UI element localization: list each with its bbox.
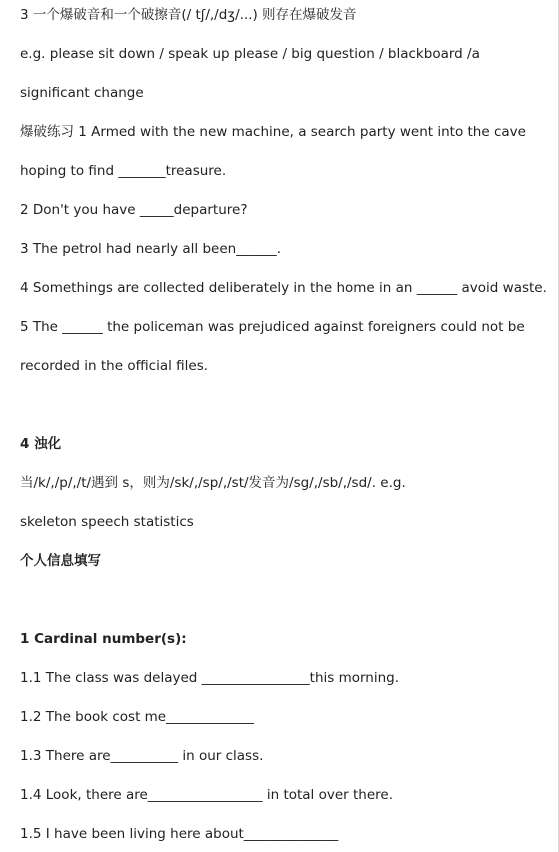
heading-voicing: 4 浊化 (20, 436, 62, 452)
item-1-2: 1.2 The book cost me_____________ (20, 709, 254, 725)
exercise-2: 2 Don't you have _____departure? (20, 202, 248, 218)
item-1-4: 1.4 Look, there are_________________ in total over there. (20, 787, 394, 803)
exercise-5-line-1: 5 The ______ the policeman was prejudiced against foreigners could not be (20, 319, 525, 335)
item-1-5: 1.5 I have been living here about______________ (20, 826, 339, 842)
exercise-1-line-2: hoping to find _______treasure. (20, 163, 227, 179)
heading-personal-info: 个人信息填写 (20, 553, 101, 569)
exercise-3: 3 The petrol had nearly all been______. (20, 241, 282, 257)
exercise-5-line-2: recorded in the official files. (20, 358, 209, 374)
item-1-3: 1.3 There are__________ in our class. (20, 748, 264, 764)
exercise-1-line-1: 爆破练习 1 Armed with the new machine, a search party went into the cave (20, 124, 526, 140)
heading-cardinal-numbers: 1 Cardinal number(s): (20, 631, 187, 647)
example-phrases-line-1: e.g. please sit down / speak up please / big question / blackboard /a (20, 46, 480, 62)
voicing-rule: 当/k/,/p/,/t/遇到 s，则为/sk/,/sp/,/st/发音为/sg/,/sb/,/sd/. e.g. (20, 475, 406, 491)
example-phrases-line-2: significant change (20, 85, 144, 101)
voicing-examples: skeleton speech statistics (20, 514, 194, 530)
item-1-1: 1.1 The class was delayed ________________this morning. (20, 670, 400, 686)
heading-plosive-affricate: 3 一个爆破音和一个破擦音(/ tʃ/,/dʒ/...) 则存在爆破发音 (20, 7, 357, 23)
exercise-4: 4 Somethings are collected deliberately in the home in an ______ avoid waste. (20, 280, 547, 296)
